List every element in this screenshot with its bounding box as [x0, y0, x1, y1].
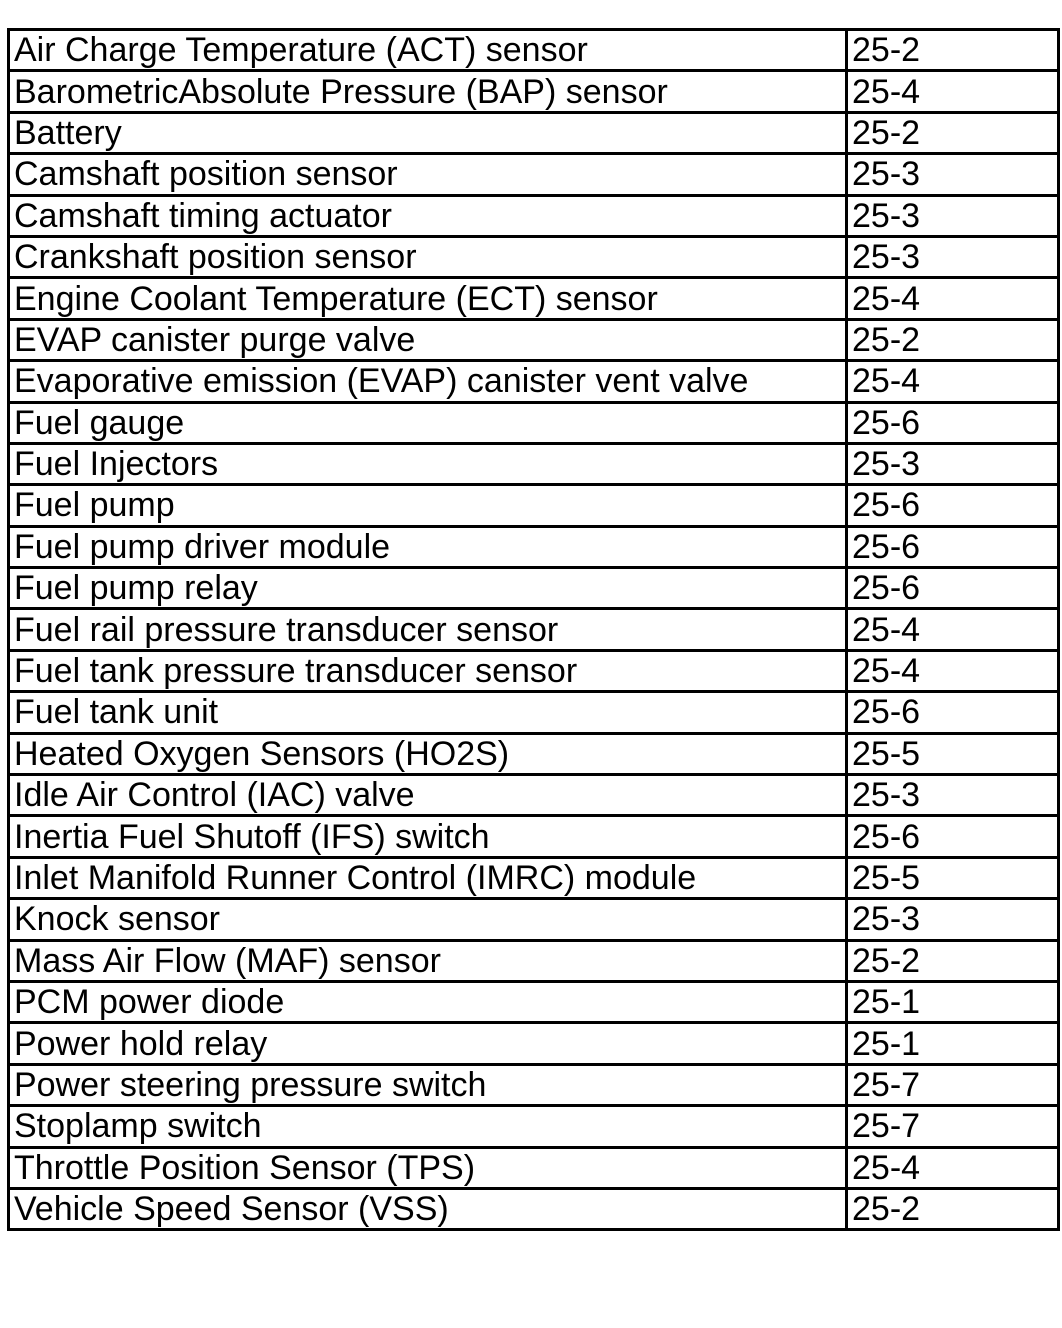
- component-name-cell: Heated Oxygen Sensors (HO2S): [9, 733, 847, 774]
- table-row: [9, 692, 1059, 733]
- table-row: [9, 1147, 1059, 1188]
- table-row: [9, 319, 1059, 360]
- page-reference-cell: 25-3: [847, 154, 1059, 195]
- table-row: [9, 402, 1059, 443]
- table-row: [9, 816, 1059, 857]
- page-reference-cell: 25-6: [847, 816, 1059, 857]
- component-name-cell: Fuel pump relay: [9, 568, 847, 609]
- page-reference-cell: 25-2: [847, 940, 1059, 981]
- component-name-cell: Battery: [9, 112, 847, 153]
- page-reference-cell: 25-6: [847, 526, 1059, 567]
- component-name-cell: Air Charge Temperature (ACT) sensor: [9, 30, 847, 71]
- table-row: [9, 443, 1059, 484]
- component-location-table: [7, 28, 1060, 1231]
- component-name-cell: Power steering pressure switch: [9, 1064, 847, 1105]
- page-reference-cell: 25-7: [847, 1106, 1059, 1147]
- component-name-cell: Fuel gauge: [9, 402, 847, 443]
- page-reference-cell: 25-2: [847, 112, 1059, 153]
- table-row: [9, 609, 1059, 650]
- page-reference-cell: 25-4: [847, 278, 1059, 319]
- component-name-cell: Fuel pump driver module: [9, 526, 847, 567]
- page-reference-cell: 25-5: [847, 733, 1059, 774]
- component-name-cell: Fuel tank unit: [9, 692, 847, 733]
- table-row: [9, 154, 1059, 195]
- component-name-cell: Fuel tank pressure transducer sensor: [9, 650, 847, 691]
- page-reference-cell: 25-2: [847, 319, 1059, 360]
- table-row: [9, 940, 1059, 981]
- component-name-cell: Fuel Injectors: [9, 443, 847, 484]
- component-name-cell: EVAP canister purge valve: [9, 319, 847, 360]
- table-row: [9, 278, 1059, 319]
- table-row: [9, 1106, 1059, 1147]
- table-row: [9, 195, 1059, 236]
- page-reference-cell: 25-7: [847, 1064, 1059, 1105]
- component-name-cell: Inlet Manifold Runner Control (IMRC) module: [9, 857, 847, 898]
- component-name-cell: Mass Air Flow (MAF) sensor: [9, 940, 847, 981]
- page-reference-cell: 25-4: [847, 71, 1059, 112]
- table-body: [9, 30, 1059, 1230]
- table-row: [9, 733, 1059, 774]
- table-row: [9, 361, 1059, 402]
- table-row: [9, 1023, 1059, 1064]
- component-name-cell: BarometricAbsolute Pressure (BAP) sensor: [9, 71, 847, 112]
- component-name-cell: Fuel pump: [9, 485, 847, 526]
- page-reference-cell: 25-5: [847, 857, 1059, 898]
- component-name-cell: Stoplamp switch: [9, 1106, 847, 1147]
- table-row: [9, 1188, 1059, 1229]
- page-reference-cell: 25-6: [847, 568, 1059, 609]
- table-row: [9, 526, 1059, 567]
- table-row: [9, 1064, 1059, 1105]
- page-reference-cell: 25-6: [847, 485, 1059, 526]
- table-row: [9, 650, 1059, 691]
- component-name-cell: Idle Air Control (IAC) valve: [9, 775, 847, 816]
- component-name-cell: PCM power diode: [9, 981, 847, 1022]
- table-row: [9, 568, 1059, 609]
- table-row: [9, 30, 1059, 71]
- page-reference-cell: 25-2: [847, 30, 1059, 71]
- component-name-cell: Evaporative emission (EVAP) canister vent valve: [9, 361, 847, 402]
- page-reference-cell: 25-3: [847, 195, 1059, 236]
- table-row: [9, 981, 1059, 1022]
- component-name-cell: Inertia Fuel Shutoff (IFS) switch: [9, 816, 847, 857]
- page-reference-cell: 25-4: [847, 650, 1059, 691]
- table-row: [9, 112, 1059, 153]
- table-row: [9, 775, 1059, 816]
- component-name-cell: Camshaft timing actuator: [9, 195, 847, 236]
- page-reference-cell: 25-1: [847, 1023, 1059, 1064]
- page-reference-cell: 25-3: [847, 236, 1059, 277]
- page-reference-cell: 25-3: [847, 443, 1059, 484]
- table-row: [9, 485, 1059, 526]
- component-name-cell: Engine Coolant Temperature (ECT) sensor: [9, 278, 847, 319]
- page-reference-cell: 25-6: [847, 692, 1059, 733]
- component-name-cell: Throttle Position Sensor (TPS): [9, 1147, 847, 1188]
- page-reference-cell: 25-1: [847, 981, 1059, 1022]
- page-reference-cell: 25-4: [847, 1147, 1059, 1188]
- page-reference-cell: 25-3: [847, 899, 1059, 940]
- component-name-cell: Vehicle Speed Sensor (VSS): [9, 1188, 847, 1229]
- component-name-cell: Camshaft position sensor: [9, 154, 847, 195]
- table-row: [9, 857, 1059, 898]
- page-reference-cell: 25-6: [847, 402, 1059, 443]
- table-row: [9, 236, 1059, 277]
- component-name-cell: Knock sensor: [9, 899, 847, 940]
- component-name-cell: Power hold relay: [9, 1023, 847, 1064]
- page-reference-cell: 25-2: [847, 1188, 1059, 1229]
- page-reference-cell: 25-3: [847, 775, 1059, 816]
- page-reference-cell: 25-4: [847, 361, 1059, 402]
- table-row: [9, 899, 1059, 940]
- component-name-cell: Fuel rail pressure transducer sensor: [9, 609, 847, 650]
- component-name-cell: Crankshaft position sensor: [9, 236, 847, 277]
- table-row: [9, 71, 1059, 112]
- page-reference-cell: 25-4: [847, 609, 1059, 650]
